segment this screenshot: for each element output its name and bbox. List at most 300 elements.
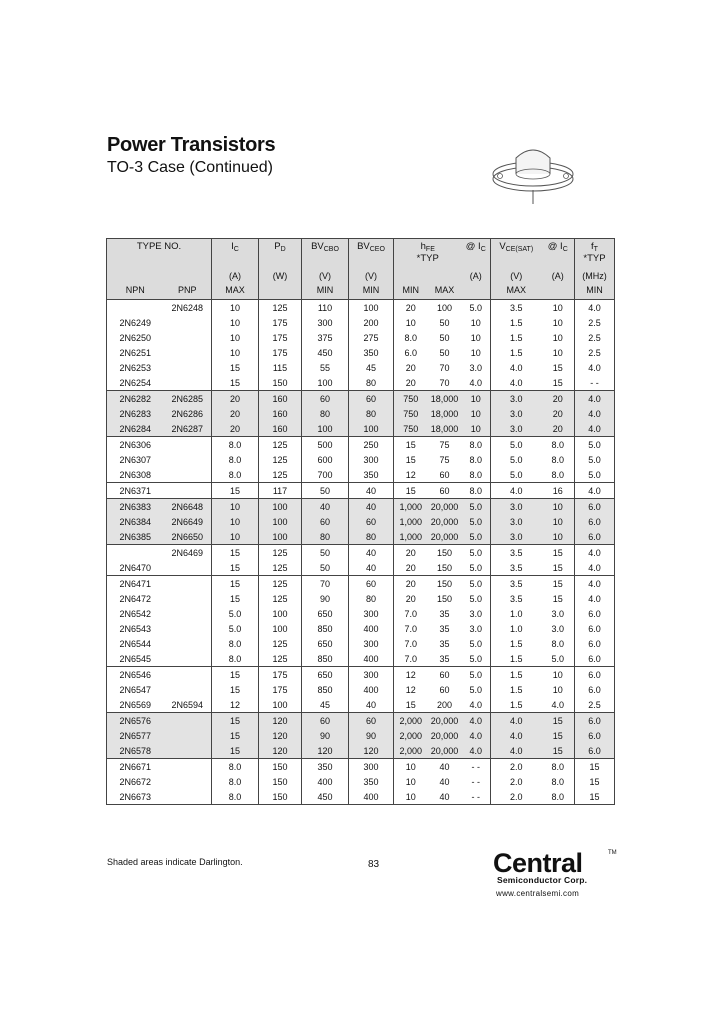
cell-bvcbo: 55 — [302, 360, 349, 375]
cell-ic: 8.0 — [212, 452, 259, 467]
cell-pnp: 2N6649 — [164, 514, 212, 529]
cell-at-ic2: 20 — [542, 406, 575, 421]
bvcbo-unit: (V) — [302, 271, 349, 285]
cell-hfe-max: 70 — [439, 362, 450, 373]
cell-ic: 5.0 — [212, 621, 259, 636]
cell-pnp — [164, 591, 212, 606]
logo-subtitle: Semiconductor Corp. — [497, 875, 588, 885]
cell-ic: 15 — [212, 483, 259, 499]
cell-ic: 8.0 — [212, 774, 259, 789]
cell-at-ic1: 4.0 — [462, 713, 491, 729]
cell-bvceo: 120 — [349, 743, 394, 759]
cell-hfe-min: 20 — [394, 300, 428, 316]
cell-pnp — [164, 789, 212, 805]
cell-bvceo: 400 — [349, 651, 394, 667]
cell-bvceo: 300 — [349, 606, 394, 621]
cell-at-ic1: 5.0 — [462, 667, 491, 683]
cell-vce: 1.5 — [491, 651, 542, 667]
cell-vce: 3.0 — [491, 514, 542, 529]
cell-bvceo: 40 — [349, 499, 394, 515]
cell-ft: 4.0 — [575, 591, 615, 606]
cell-hfe-min: 2,000 — [394, 743, 428, 759]
cell-ft: 4.0 — [575, 391, 615, 407]
cell-ft: 6.0 — [575, 529, 615, 545]
cell-hfe-max: 35 — [439, 638, 450, 649]
cell-npn: 2N6673 — [119, 791, 152, 802]
cell-at-ic1: 4.0 — [462, 728, 491, 743]
type-no-header: TYPE NO. — [107, 239, 212, 272]
at-ic2-header: @ $I_C$ — [542, 239, 575, 272]
cell-at-ic2: 15 — [542, 728, 575, 743]
cell-ft: 6.0 — [575, 667, 615, 683]
cell-ft: 6.0 — [575, 682, 615, 697]
cell-ft: 6.0 — [575, 743, 615, 759]
cell-at-ic2: 4.0 — [551, 699, 564, 710]
table-row — [107, 483, 615, 499]
cell-bvceo: 60 — [349, 713, 394, 729]
cell-bvceo: 60 — [349, 576, 394, 592]
header-row — [107, 239, 615, 272]
cell-ic: 10 — [212, 315, 259, 330]
cell-hfe-max: 35 — [439, 623, 450, 634]
cell-ic: 15 — [212, 667, 259, 683]
cell-hfe-min: 6.0 — [394, 345, 428, 360]
cell-pnp — [164, 437, 212, 453]
cell-at-ic2: 10 — [552, 684, 563, 695]
cell-pnp — [164, 651, 212, 667]
cell-at-ic1: 10 — [462, 421, 491, 437]
cell-ft: 6.0 — [575, 499, 615, 515]
cell-ic: 12 — [212, 697, 259, 713]
cell-hfe-min: 750 — [394, 391, 428, 407]
cell-pnp — [164, 636, 212, 651]
cell-pnp — [164, 375, 212, 391]
cell-vce: 3.5 — [491, 300, 542, 316]
cell-bvcbo: 50 — [302, 483, 349, 499]
cell-bvcbo: 700 — [302, 467, 349, 483]
cell-pnp — [164, 743, 212, 759]
table-row — [107, 345, 615, 360]
cell-bvceo: 40 — [349, 560, 394, 576]
cell-vce: 1.0 — [491, 606, 542, 621]
page-title: Power Transistors — [107, 134, 276, 156]
cell-bvcbo: 40 — [302, 499, 349, 515]
website-url: www.centralsemi.com — [496, 889, 580, 898]
transistor-table — [106, 238, 615, 805]
cell-hfe-max: 18,000 — [428, 391, 462, 407]
cell-bvcbo: 90 — [302, 728, 349, 743]
cell-vce: 2.0 — [491, 789, 542, 805]
cell-hfe-min: 10 — [394, 759, 428, 775]
cell-vce: 2.0 — [491, 759, 542, 775]
cell-npn: 2N6671 — [107, 759, 164, 775]
cell-ft: 4.0 — [575, 421, 615, 437]
cell-hfe-min: 20 — [394, 360, 428, 375]
cell-at-ic1: 8.0 — [462, 483, 491, 499]
cell-bvcbo: 375 — [302, 330, 349, 345]
cell-ft: 4.0 — [575, 360, 615, 375]
vcesat-unit: (V) — [491, 271, 542, 285]
table-row — [107, 606, 615, 621]
cell-bvcbo: 450 — [302, 345, 349, 360]
cell-hfe-min: 10 — [394, 789, 428, 805]
cell-bvcbo: 400 — [302, 774, 349, 789]
cell-npn: 2N6385 — [107, 529, 164, 545]
cell-hfe-min: 12 — [394, 667, 428, 683]
cell-bvceo: 60 — [349, 514, 394, 529]
cell-npn: 2N6544 — [119, 638, 152, 649]
cell-pd: 160 — [259, 421, 302, 437]
cell-pnp — [164, 682, 212, 697]
cell-vce: 3.0 — [491, 529, 542, 545]
central-logo: Central — [493, 848, 583, 878]
cell-bvcbo: 650 — [302, 636, 349, 651]
cell-at-ic1: 5.0 — [469, 302, 482, 313]
cell-hfe-min: 10 — [394, 774, 428, 789]
cell-ft: 4.0 — [575, 560, 615, 576]
table-row — [107, 759, 615, 775]
cell-vce: 5.0 — [491, 437, 542, 453]
cell-hfe-max: 40 — [439, 776, 450, 787]
cell-vce: 3.5 — [491, 591, 542, 606]
cell-pd: 150 — [259, 375, 302, 391]
cell-hfe-min: 750 — [394, 421, 428, 437]
cell-hfe-min: 10 — [394, 315, 428, 330]
bvcbo-qual: MIN — [302, 285, 349, 300]
cell-at-ic1: 8.0 — [469, 454, 482, 465]
cell-at-ic2: 5.0 — [551, 653, 564, 664]
table-row — [107, 452, 615, 467]
cell-ft: 4.0 — [575, 406, 615, 421]
cell-vce: 1.5 — [491, 697, 542, 713]
cell-hfe-max: 60 — [428, 483, 462, 499]
pd-qual — [259, 285, 302, 300]
cell-at-ic2: 15 — [542, 545, 575, 561]
cell-pd: 125 — [259, 437, 302, 453]
cell-ft: 15 — [575, 774, 615, 789]
cell-at-ic1: 10 — [470, 332, 481, 343]
cell-vce: 1.5 — [491, 682, 542, 697]
cell-hfe-min: 1,000 — [394, 499, 428, 515]
cell-at-ic1: 4.0 — [462, 743, 491, 759]
cell-at-ic1: 4.0 — [469, 377, 482, 388]
cell-bvceo: 90 — [349, 728, 394, 743]
ft-qual: MIN — [575, 285, 615, 300]
cell-hfe-min: 15 — [394, 697, 428, 713]
cell-pd: 125 — [259, 591, 302, 606]
cell-pnp — [164, 483, 212, 499]
cell-npn: 2N6471 — [107, 576, 164, 592]
cell-bvcbo: 60 — [302, 514, 349, 529]
cell-vce: 3.5 — [491, 576, 542, 592]
cell-pd: 175 — [259, 315, 302, 330]
cell-npn: 2N6547 — [119, 684, 152, 695]
cell-ft: 6.0 — [575, 514, 615, 529]
cell-ic: 15 — [212, 576, 259, 592]
bvceo-qual: MIN — [349, 285, 394, 300]
cell-vce: 3.0 — [491, 421, 542, 437]
cell-ft: 2.5 — [575, 697, 615, 713]
cell-pd: 100 — [259, 606, 302, 621]
cell-pd: 125 — [259, 452, 302, 467]
cell-bvceo: 40 — [349, 483, 394, 499]
cell-ft: 6.0 — [575, 636, 615, 651]
cell-bvceo: 300 — [349, 667, 394, 683]
cell-ic: 8.0 — [212, 636, 259, 651]
cell-hfe-max: 35 — [439, 653, 450, 664]
table-row — [107, 713, 615, 729]
pd-header: $P_D$ — [259, 239, 302, 272]
cell-bvcbo: 100 — [302, 421, 349, 437]
cell-ft: 6.0 — [575, 621, 615, 636]
table-row — [107, 560, 615, 576]
cell-at-ic2: 20 — [542, 421, 575, 437]
cell-bvceo: 400 — [349, 682, 394, 697]
cell-npn: 2N6250 — [119, 332, 152, 343]
ft-unit: (MHz) — [575, 271, 615, 285]
cell-hfe-max: 60 — [428, 667, 462, 683]
cell-ft: - - — [575, 375, 615, 391]
cell-hfe-max: 75 — [428, 437, 462, 453]
table-row — [107, 697, 615, 713]
cell-pd: 100 — [259, 499, 302, 515]
cell-pnp — [164, 667, 212, 683]
cell-hfe-max: 20,000 — [428, 499, 462, 515]
cell-pd: 100 — [259, 621, 302, 636]
table-row — [107, 437, 615, 453]
cell-hfe-min: 7.0 — [394, 651, 428, 667]
cell-ic: 10 — [212, 514, 259, 529]
cell-ic: 8.0 — [212, 651, 259, 667]
cell-pd: 125 — [259, 300, 302, 316]
cell-at-ic1: 3.0 — [469, 362, 482, 373]
cell-ft: 5.0 — [575, 437, 615, 453]
hfe-max-header: MAX — [428, 285, 462, 300]
cell-ft: 5.0 — [575, 452, 615, 467]
cell-pnp — [164, 759, 212, 775]
cell-at-ic2: 10 — [552, 347, 563, 358]
cell-ft: 4.0 — [575, 545, 615, 561]
cell-hfe-min: 20 — [394, 545, 428, 561]
cell-ic: 10 — [212, 330, 259, 345]
at-ic1-header: @ $I_C$ — [462, 239, 491, 272]
cell-hfe-max: 150 — [436, 562, 453, 573]
cell-ft: 4.0 — [575, 300, 615, 316]
cell-vce: 4.0 — [491, 483, 542, 499]
cell-hfe-max: 75 — [439, 454, 450, 465]
cell-pd: 115 — [259, 360, 302, 375]
cell-at-ic1: 3.0 — [469, 623, 482, 634]
cell-hfe-min: 8.0 — [394, 330, 428, 345]
cell-npn: 2N6371 — [107, 483, 164, 499]
cell-vce: 4.0 — [491, 375, 542, 391]
trademark: TM — [608, 850, 617, 856]
cell-hfe-min: 2,000 — [394, 728, 428, 743]
bvceo-unit: (V) — [349, 271, 394, 285]
cell-hfe-max: 60 — [439, 684, 450, 695]
cell-at-ic2: 15 — [552, 593, 563, 604]
cell-bvceo: 100 — [349, 421, 394, 437]
cell-pnp: 2N6248 — [171, 302, 204, 313]
cell-ic: 15 — [212, 545, 259, 561]
cell-npn: 2N6254 — [119, 377, 152, 388]
cell-npn: 2N6578 — [107, 743, 164, 759]
cell-vce: 1.5 — [491, 315, 542, 330]
cell-npn: 2N6472 — [119, 593, 152, 604]
cell-hfe-max: 70 — [439, 377, 450, 388]
cell-pd: 125 — [259, 636, 302, 651]
at-ic2-unit: (A) — [542, 271, 575, 285]
cell-ic: 10 — [212, 529, 259, 545]
cell-at-ic1: 3.0 — [469, 608, 482, 619]
cell-pd: 100 — [259, 529, 302, 545]
cell-at-ic2: 8.0 — [551, 469, 564, 480]
cell-pd: 125 — [259, 651, 302, 667]
cell-ft: 6.0 — [575, 728, 615, 743]
cell-bvcbo: 110 — [302, 300, 349, 316]
cell-pd: 100 — [259, 697, 302, 713]
cell-bvceo: 300 — [349, 636, 394, 651]
cell-hfe-min: 20 — [394, 576, 428, 592]
cell-hfe-min: 1,000 — [394, 514, 428, 529]
cell-at-ic1: 5.0 — [469, 684, 482, 695]
cell-vce: 4.0 — [491, 728, 542, 743]
cell-pnp: 2N6287 — [164, 421, 212, 437]
cell-ic: 15 — [212, 713, 259, 729]
cell-bvcbo: 120 — [302, 743, 349, 759]
cell-bvceo: 400 — [349, 789, 394, 805]
cell-pd: 160 — [259, 406, 302, 421]
table-row — [107, 667, 615, 683]
cell-at-ic2: 15 — [552, 377, 563, 388]
cell-vce: 1.5 — [491, 667, 542, 683]
cell-hfe-min: 7.0 — [394, 621, 428, 636]
vcesat-qual: MAX — [491, 285, 542, 300]
cell-npn: 2N6672 — [119, 776, 152, 787]
cell-pd: 150 — [259, 774, 302, 789]
cell-hfe-max: 40 — [428, 759, 462, 775]
table-row — [107, 591, 615, 606]
cell-npn: 2N6543 — [119, 623, 152, 634]
cell-at-ic1: 5.0 — [469, 562, 482, 573]
cell-at-ic1: 5.0 — [462, 545, 491, 561]
cell-bvceo: 40 — [349, 545, 394, 561]
cell-bvceo: 80 — [349, 406, 394, 421]
cell-hfe-min: 2,000 — [394, 713, 428, 729]
cell-bvceo: 200 — [349, 315, 394, 330]
cell-vce: 1.5 — [491, 330, 542, 345]
cell-ic: 15 — [212, 591, 259, 606]
cell-ic: 15 — [212, 682, 259, 697]
ft-header: $f_T$ *TYP — [575, 239, 615, 272]
cell-npn — [107, 545, 164, 561]
cell-at-ic1: - - — [471, 791, 480, 802]
cell-hfe-max: 50 — [439, 332, 450, 343]
cell-ft: 4.0 — [575, 483, 615, 499]
ic-header: $I_C$ — [212, 239, 259, 272]
cell-pd: 175 — [259, 330, 302, 345]
cell-bvcbo: 300 — [302, 315, 349, 330]
cell-at-ic2: 8.0 — [542, 759, 575, 775]
cell-pnp — [164, 576, 212, 592]
cell-npn: 2N6284 — [107, 421, 164, 437]
cell-bvceo: 80 — [349, 591, 394, 606]
table-row — [107, 545, 615, 561]
cell-pnp — [164, 774, 212, 789]
cell-hfe-min: 7.0 — [394, 606, 428, 621]
cell-at-ic2: 10 — [542, 529, 575, 545]
cell-hfe-max: 20,000 — [428, 743, 462, 759]
cell-hfe-min: 15 — [394, 437, 428, 453]
cell-hfe-min: 15 — [394, 483, 428, 499]
cell-hfe-min: 1,000 — [394, 529, 428, 545]
cell-bvceo: 350 — [349, 774, 394, 789]
cell-npn: 2N6577 — [107, 728, 164, 743]
cell-vce: 5.0 — [491, 467, 542, 483]
cell-vce: 3.0 — [491, 499, 542, 515]
cell-npn: 2N6249 — [119, 317, 152, 328]
cell-at-ic2: 10 — [552, 302, 563, 313]
cell-ft: 2.5 — [575, 345, 615, 360]
at-ic1-unit: (A) — [462, 271, 491, 285]
cell-ic: 8.0 — [212, 759, 259, 775]
cell-bvcbo: 850 — [302, 651, 349, 667]
table-row — [107, 406, 615, 421]
cell-pd: 125 — [259, 545, 302, 561]
cell-bvceo: 275 — [349, 330, 394, 345]
cell-npn: 2N6253 — [119, 362, 152, 373]
cell-hfe-max: 20,000 — [428, 514, 462, 529]
cell-hfe-min: 12 — [394, 467, 428, 483]
cell-at-ic2: 20 — [542, 391, 575, 407]
cell-ic: 20 — [212, 391, 259, 407]
cell-ft: 6.0 — [575, 651, 615, 667]
cell-bvceo: 100 — [349, 300, 394, 316]
cell-npn: 2N6307 — [119, 454, 152, 465]
ic-unit: (A) — [212, 271, 259, 285]
cell-hfe-min: 20 — [394, 591, 428, 606]
cell-ft: 15 — [575, 759, 615, 775]
cell-npn: 2N6384 — [107, 514, 164, 529]
cell-bvceo: 250 — [349, 437, 394, 453]
cell-at-ic1: 5.0 — [462, 499, 491, 515]
cell-pnp — [164, 621, 212, 636]
cell-at-ic1: 10 — [462, 391, 491, 407]
cell-bvcbo: 850 — [302, 621, 349, 636]
cell-at-ic2: 10 — [542, 514, 575, 529]
cell-vce: 4.0 — [491, 743, 542, 759]
cell-ic: 8.0 — [212, 437, 259, 453]
cell-bvceo: 80 — [349, 375, 394, 391]
cell-at-ic1: - - — [471, 776, 480, 787]
npn-header: NPN — [107, 285, 164, 300]
cell-pnp: 2N6650 — [164, 529, 212, 545]
cell-at-ic2: 15 — [542, 576, 575, 592]
cell-at-ic1: 5.0 — [462, 576, 491, 592]
cell-at-ic1: 4.0 — [469, 699, 482, 710]
cell-npn: 2N6545 — [119, 653, 152, 664]
cell-at-ic1: 5.0 — [469, 653, 482, 664]
cell-pd: 160 — [259, 391, 302, 407]
cell-hfe-max: 20,000 — [428, 728, 462, 743]
table-row — [107, 728, 615, 743]
table-row — [107, 529, 615, 545]
cell-bvcbo: 70 — [302, 576, 349, 592]
cell-hfe-min: 15 — [394, 452, 428, 467]
cell-bvcbo: 60 — [302, 391, 349, 407]
cell-pnp: 2N6469 — [164, 545, 212, 561]
cell-pd: 100 — [259, 514, 302, 529]
